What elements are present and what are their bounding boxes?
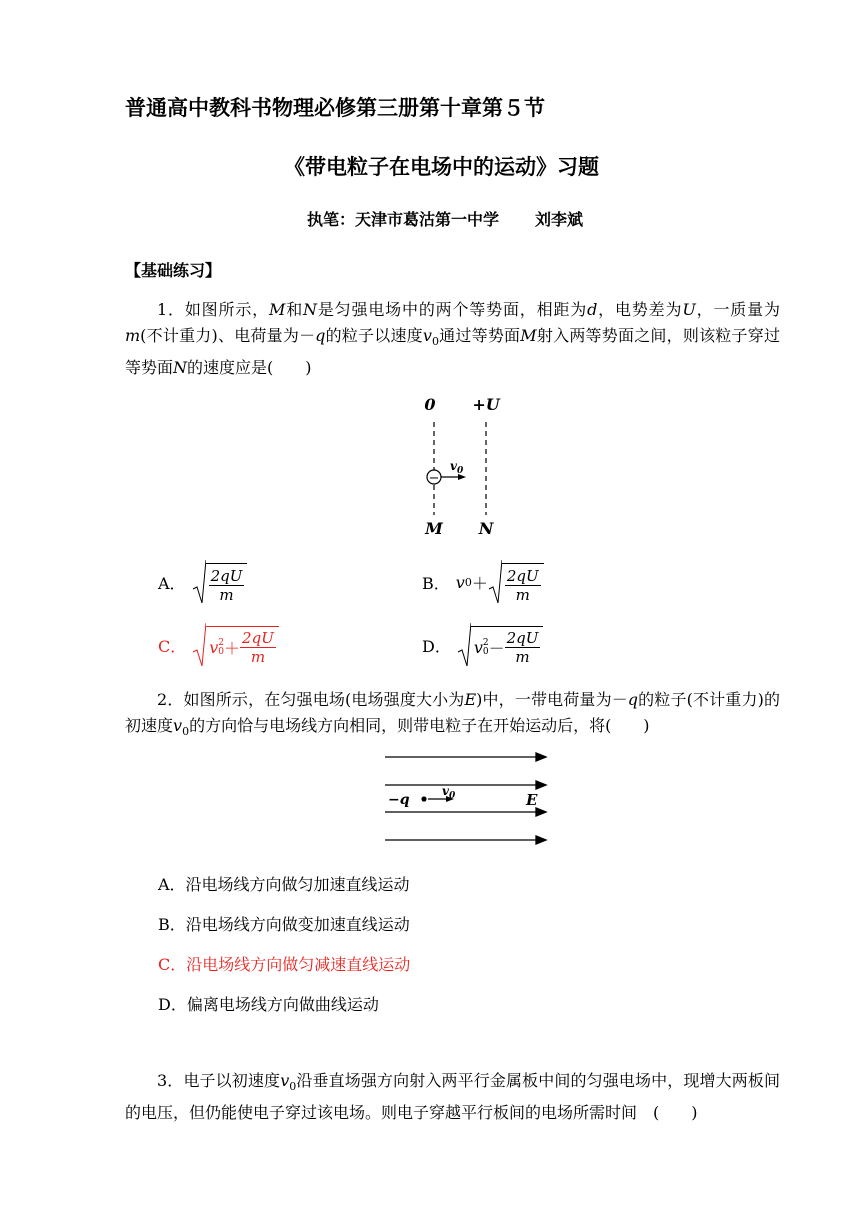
potential-u-label: +U <box>472 395 500 414</box>
author-line <box>307 207 583 230</box>
q1-option-d[interactable]: D． v 2 0 － $\frac{2qU}{m}$ <box>422 622 543 668</box>
label-n: N <box>478 519 494 538</box>
document-subtitle: 《带电粒子在电场中的运动》习题 <box>284 155 599 179</box>
q2-option-d[interactable]: D．偏离电场线方向做曲线运动 <box>158 995 379 1014</box>
q1-option-a[interactable]: A． $\frac{2qU}{m}$ <box>158 559 247 605</box>
q1-option-b[interactable]: B． v 0 ＋ $\frac{2qU}{m}$ <box>422 559 544 605</box>
question-1-text: 1．如图所示，M和N是匀强电场中的两个等势面，相距为d，电势差为U，一质量为m(不计重力)、电荷量为－q的粒子以速度$v_0$通过等势面M射入两等势面之间，则该粒子穿过等势面N的速度应是( ) <box>125 300 780 378</box>
particle-charge-sign: − <box>428 471 440 486</box>
document-title: 普通高中教科书物理必修第三册第十章第５节 <box>125 96 545 120</box>
field-arrowhead-4 <box>536 836 546 844</box>
field-arrowhead-2 <box>536 781 546 789</box>
velocity-label: $v_0$ <box>450 459 464 476</box>
charge-label: −q <box>388 792 410 808</box>
field-arrowhead-1 <box>536 753 546 761</box>
particle-dot <box>421 796 426 801</box>
question-3-text: 3．电子以初速度$v_0$沿垂直场强方向射入两平行金属板中间的匀强电场中，现增大两板间的电压，但仍能使电子穿过该电场。则电子穿越平行板间的电场所需时间 ( ) <box>125 1071 780 1123</box>
q2-option-b[interactable]: B．沿电场线方向做变加速直线运动 <box>158 915 410 934</box>
label-m: M <box>425 519 443 538</box>
author-name: 刘李斌 <box>535 210 584 229</box>
q1-option-c-answer[interactable]: C． v 2 0 ＋ $\frac{2qU}{m}$ <box>158 622 279 668</box>
potential-zero-label: 0 <box>424 395 436 414</box>
q2-option-a[interactable]: A．沿电场线方向做匀加速直线运动 <box>158 875 410 894</box>
sqrt-sign <box>192 622 206 668</box>
section-heading: 【基础练习】 <box>125 261 222 280</box>
equipotential-figure <box>400 390 520 540</box>
author-affiliation: 执笔：天津市葛沽第一中学 <box>307 210 500 229</box>
question-2-text: 2．如图所示，在匀强电场(电场强度大小为E)中，一带电荷量为－q的粒子(不计重力)的初速度$v_0$的方向恰与电场线方向相同，则带电粒子在开始运动后，将( ) <box>125 690 780 739</box>
initial-velocity-label: $v_0$ <box>442 784 456 801</box>
field-e-label: E <box>526 791 538 809</box>
q2-option-c-answer[interactable]: C．沿电场线方向做匀减速直线运动 <box>158 955 411 974</box>
field-lines-figure <box>380 748 555 848</box>
sqrt-sign <box>488 559 502 605</box>
field-arrowhead-3 <box>536 808 546 816</box>
sqrt-sign <box>192 559 206 605</box>
sqrt-sign <box>457 622 471 668</box>
